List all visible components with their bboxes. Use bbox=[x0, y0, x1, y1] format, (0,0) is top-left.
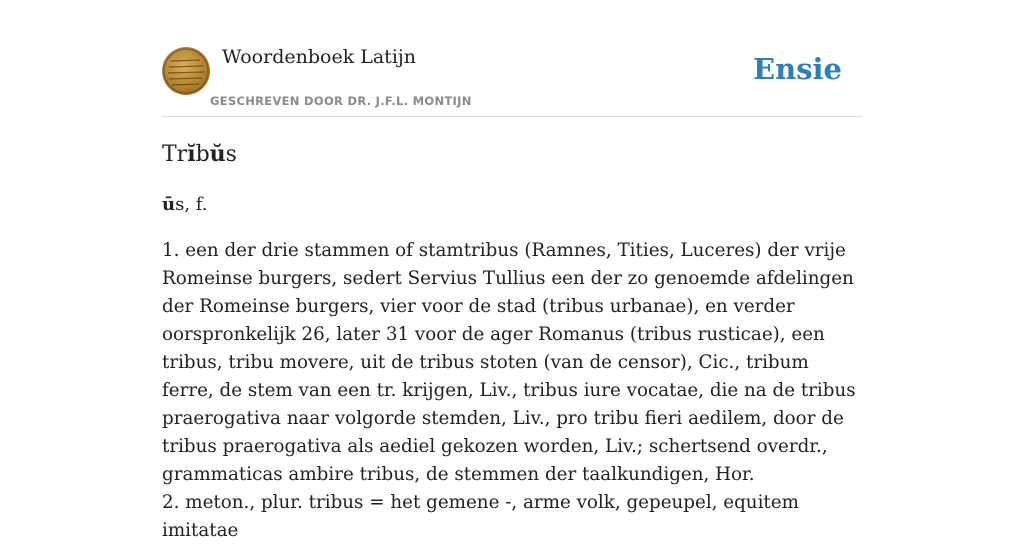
page bbox=[162, 0, 862, 545]
headword-part: ŭ bbox=[209, 141, 226, 167]
author-line: GESCHREVEN DOOR DR. J.F.L. MONTIJN bbox=[210, 94, 472, 108]
header bbox=[162, 0, 862, 117]
definition-item: 1. een der drie stammen of stamtribus (Ramnes, Tities, Luceres) der vrije Romeinse burgers, sedert Servius Tullius een der zo genoemde afdelingen der Romeinse burgers, vier voor de stad (tribus urbanae), en verder oorspronkelijk 26, later 31 voor de ager Romanus (tribus rusticae), een tribus, tribu movere, uit de tribus stoten (van de censor), Cic., tribum ferre, de stem van een tr. krijgen, Liv., tribus iure vocatae, die na de tribus praerogativa naar volgorde stemden, Liv., pro tribu fieri aedilem, door de tribus praerogativa als aediel gekozen worden, Liv.; schertsend overdr., grammaticas ambire tribus, de stemmen der taalkundigen, Hor. bbox=[162, 240, 856, 485]
ensie-logo-link[interactable]: Ensie bbox=[753, 52, 842, 86]
headword-part: b bbox=[195, 142, 210, 167]
book-title[interactable]: Woordenboek Latijn bbox=[222, 46, 417, 68]
entry-headword bbox=[162, 141, 862, 167]
definition-body bbox=[162, 237, 862, 545]
definition-item: 2. meton., plur. tribus = het gemene -, arme volk, gepeupel, equitem imitatae bbox=[162, 492, 799, 541]
headword-part: s bbox=[225, 142, 237, 167]
grammar-ending: ū bbox=[162, 194, 176, 215]
coin-inscription-icon[interactable] bbox=[162, 47, 210, 95]
headword-part: Tr bbox=[162, 142, 188, 167]
grammar-info bbox=[162, 191, 862, 219]
grammar-gender: s, f. bbox=[175, 194, 208, 215]
headword-part: ĭ bbox=[187, 141, 196, 167]
